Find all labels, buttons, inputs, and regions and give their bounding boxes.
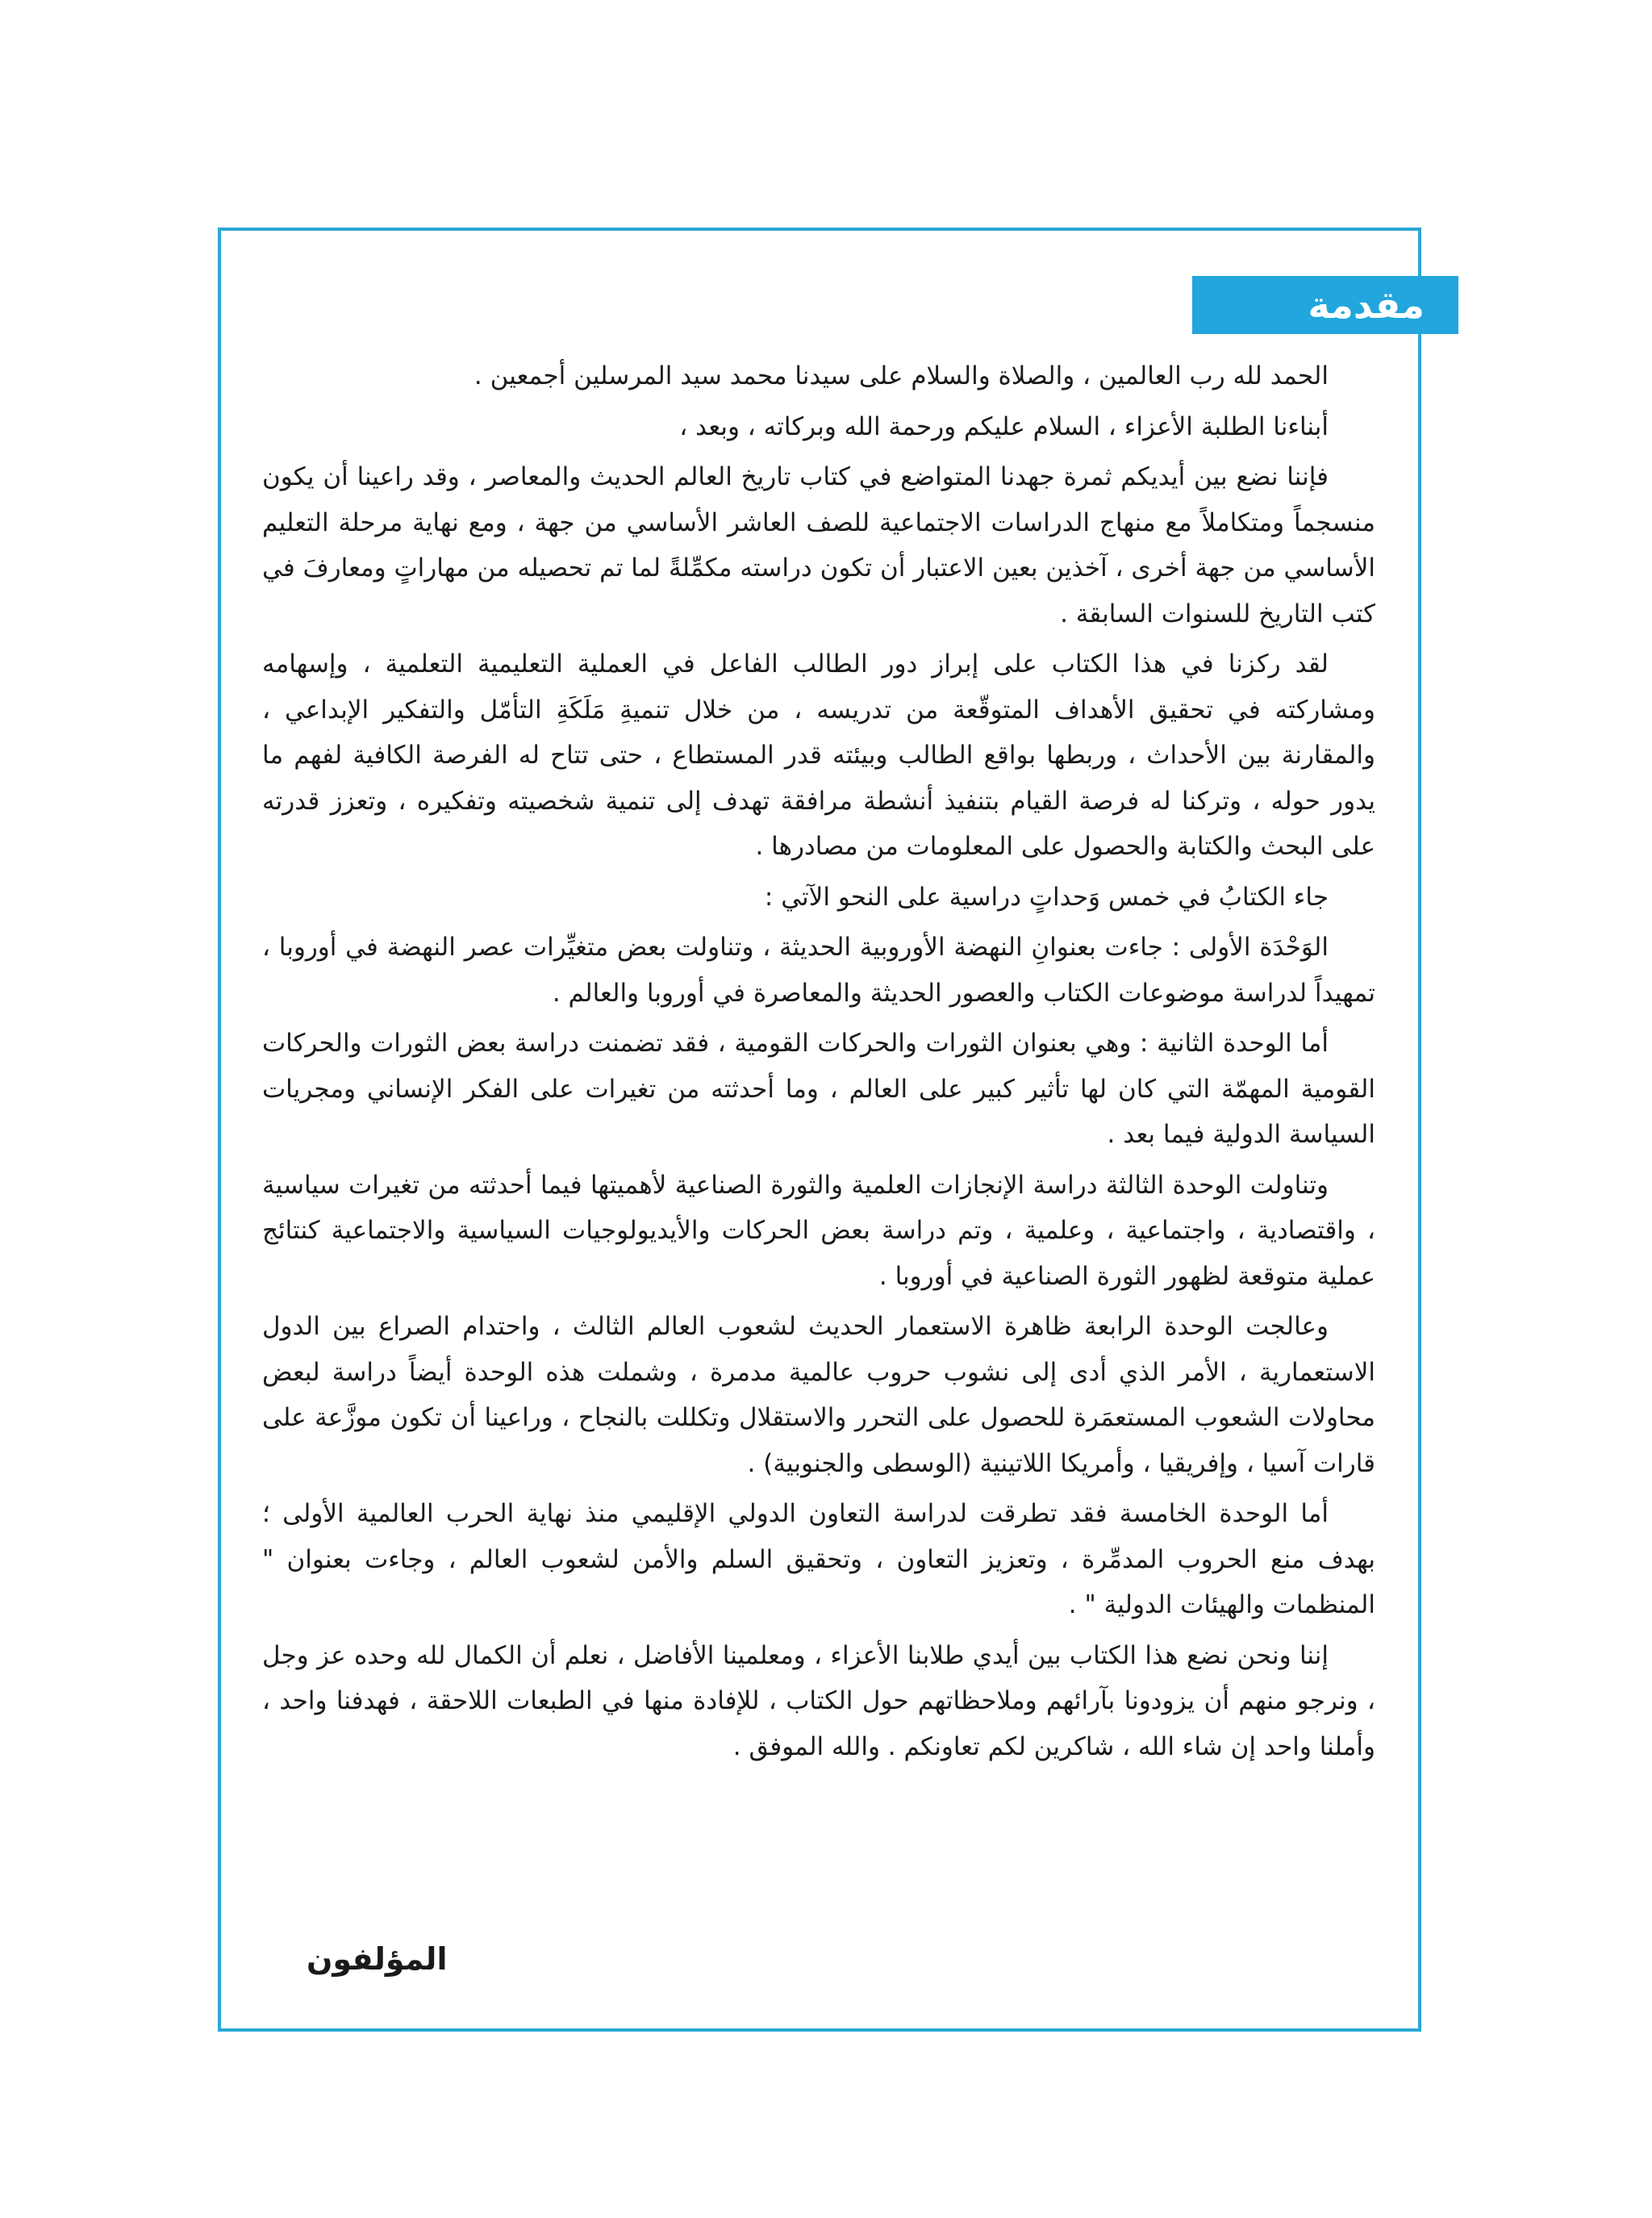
paragraph: أما الوحدة الخامسة فقد تطرقت لدراسة التعاون الدولي الإقليمي منذ نهاية الحرب العالمية الأولى ؛ بهدف منع الحروب المدمِّرة ، وتعزيز التعاون ، وتحقيق السلم والأمن لشعوب العالم ، وجاءت بعنوان " المنظمات والهيئات الدولية " . [262,1499,1375,1619]
paragraph: الوَحْدَة الأولى : جاءت بعنوانِ النهضة الأوروبية الحديثة ، وتناولت بعض متغيِّرات عصر النهضة في أوروبا ، تمهيداً لدراسة موضوعات الكتاب والعصور الحديثة والمعاصرة في أوروبا والعالم . [262,933,1375,1008]
paragraph: وتناولت الوحدة الثالثة دراسة الإنجازات العلمية والثورة الصناعية لأهميتها فيما أحدثته من تغيرات سياسية ، واقتصادية ، واجتماعية ، وعلمية ، وتم دراسة بعض الحركات والأيديولوجيات السياسية والاجتماعية كنتائج عملية متوقعة لظهور الثورة الصناعية في أوروبا . [262,1170,1375,1291]
authors-signature: المؤلفون [307,1941,448,1977]
introduction-body [262,353,1375,1774]
paragraph: جاء الكتابُ في خمس وَحداتٍ دراسية على النحو الآتي : [764,882,1329,912]
paragraph: الحمد لله رب العالمين ، والصلاة والسلام على سيدنا محمد سيد المرسلين أجمعين . [473,361,1329,391]
paragraph: إننا ونحن نضع هذا الكتاب بين أيدي طلابنا الأعزاء ، ومعلمينا الأفاضل ، نعلم أن الكمال لله وحده عز وجل ، ونرجو منهم أن يزودونا بآرائهم وملاحظاتهم حول الكتاب ، للإفادة منها في الطبعات اللاحقة ، فهدفنا واحد ، وأملنا واحد إن شاء الله ، شاكرين لكم تعاونكم . والله الموفق . [262,1640,1375,1761]
paragraph: فإننا نضع بين أيديكم ثمرة جهدنا المتواضع في كتاب تاريخ العالم الحديث والمعاصر ، وقد راعينا أن يكون منسجماً ومتكاملاً مع منهاج الدراسات الاجتماعية للصف العاشر الأساسي من جهة ، ومع نهاية مرحلة التعليم الأساسي من جهة أخرى ، آخذين بعين الاعتبار أن تكون دراسته مكمِّلةً لما تم تحصيله من مهاراتٍ ومعارفَ في كتب التاريخ للسنوات السابقة . [262,462,1375,629]
paragraph: لقد ركزنا في هذا الكتاب على إبراز دور الطالب الفاعل في العملية التعليمية التعلمية ، وإسهامه ومشاركته في تحقيق الأهداف المتوقّعة من تدريسه ، من خلال تنميةِ مَلَكَةِ التأمّل والتفكير الإبداعي ، والمقارنة بين الأحداث ، وربطها بواقع الطالب وبيئته قدر المستطاع ، حتى تتاح له الفرصة الكافية لفهم ما يدور حوله ، وتركنا له فرصة القيام بتنفيذ أنشطة مرافقة تهدف إلى تنمية شخصيته وتفكيره ، وتعزز قدرته على البحث والكتابة والحصول على المعلومات من مصادرها . [262,650,1375,861]
paragraph: أما الوحدة الثانية : وهي بعنوان الثورات والحركات القومية ، فقد تضمنت دراسة بعض الثورات والحركات القومية المهمّة التي كان لها تأثير كبير على العالم ، وما أحدثته من تغيرات على الفكر الإنساني ومجريات السياسة الدولية فيما بعد . [262,1029,1375,1149]
section-header [1192,276,1458,334]
section-title: مقدمة [1308,283,1425,327]
paragraph: أبناءنا الطلبة الأعزاء ، السلام عليكم ورحمة الله وبركاته ، وبعد ، [679,411,1329,441]
paragraph: وعالجت الوحدة الرابعة ظاهرة الاستعمار الحديث لشعوب العالم الثالث ، واحتدام الصراع بين الدول الاستعمارية ، الأمر الذي أدى إلى نشوب حروب عالمية مدمرة ، وشملت هذه الوحدة أيضاً دراسة لبعض محاولات الشعوب المستعمَرة للحصول على التحرر والاستقلال وتكللت بالنجاح ، وراعينا أن تكون موزَّعة على قارات آسيا ، وإفريقيا ، وأمريكا اللاتينية (الوسطى والجنوبية) . [262,1312,1375,1478]
